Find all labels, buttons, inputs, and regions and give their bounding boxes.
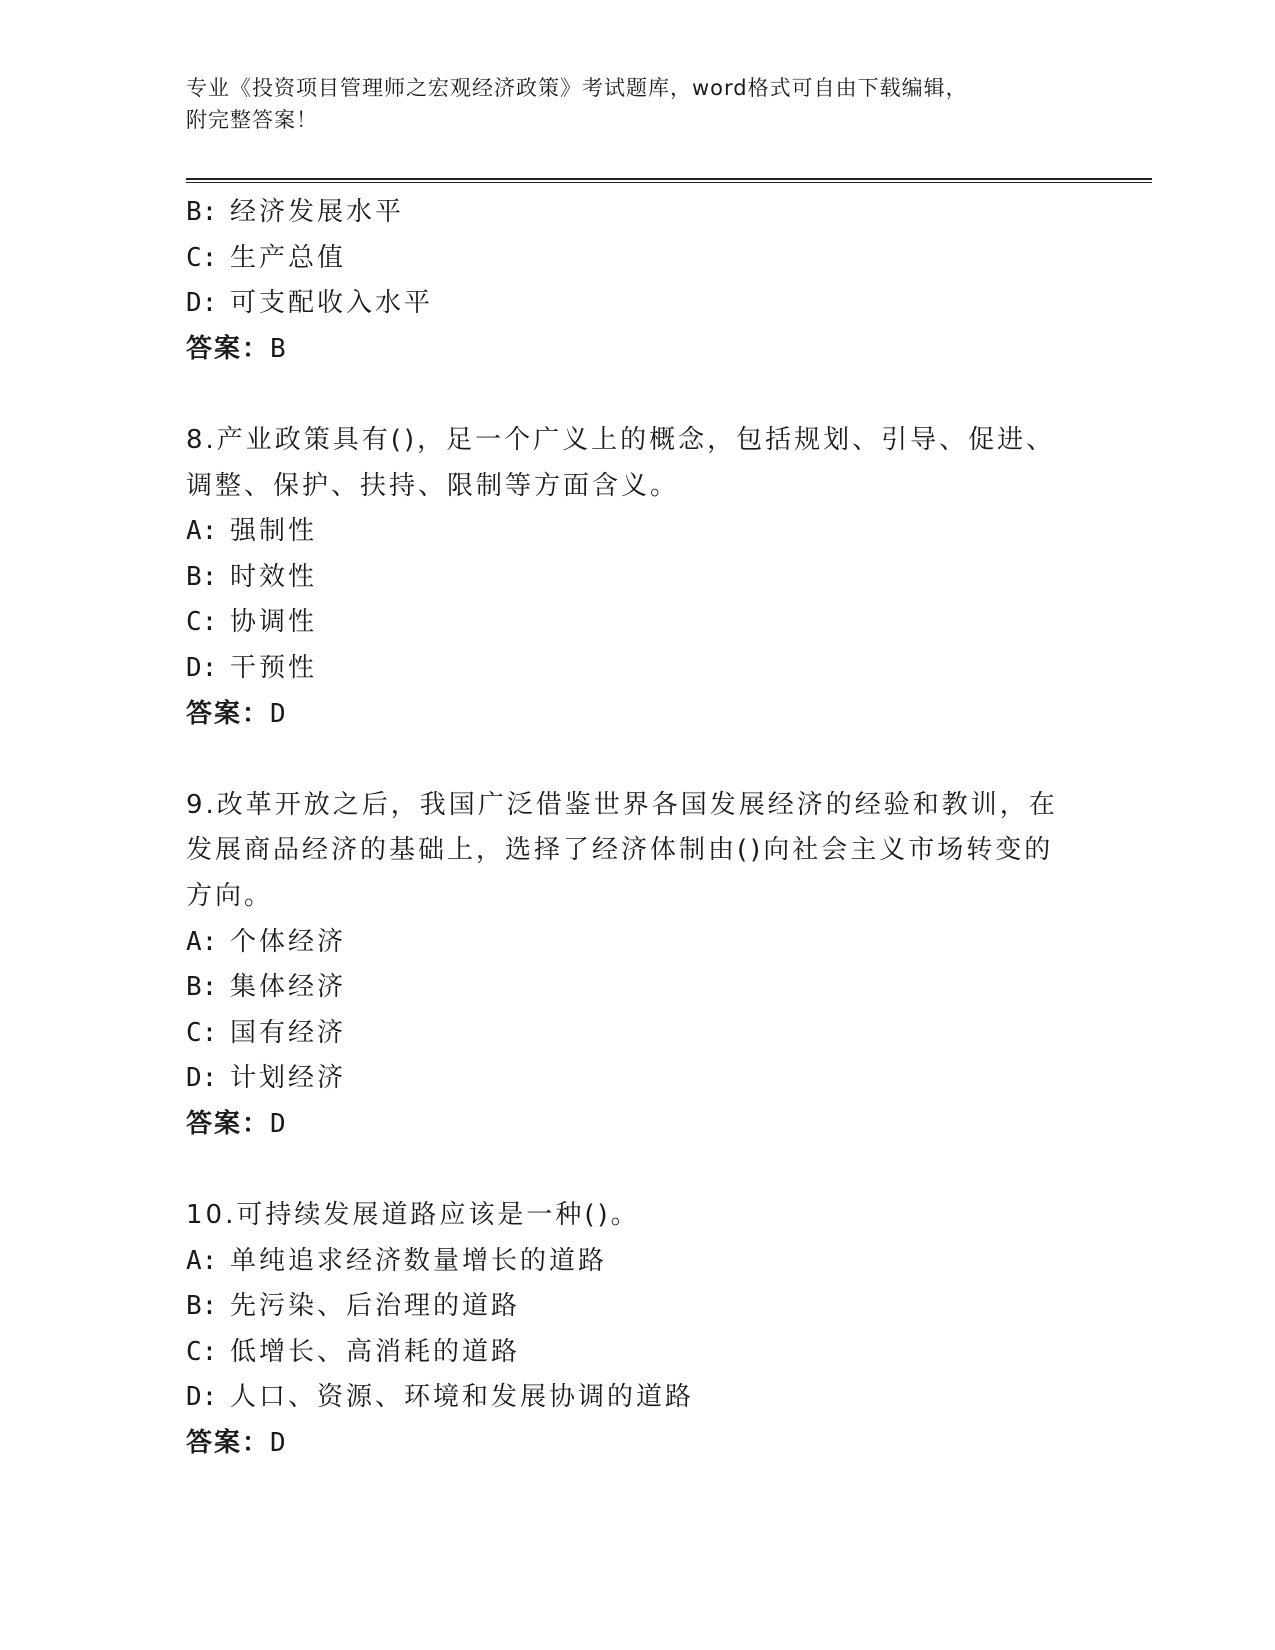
option-text: 生产总值 <box>230 242 347 273</box>
option-c <box>186 1011 1086 1057</box>
option-key: B: <box>186 197 218 227</box>
question-9 <box>186 783 1086 1148</box>
question-stem: 8.产业政策具有()，足一个广义上的概念，包括规划、引导、促进、 <box>186 424 1056 455</box>
spacer <box>186 737 1086 783</box>
option-key: D: <box>186 1063 218 1094</box>
option-c <box>186 600 1086 646</box>
option-text: 低增长、高消耗的道路 <box>230 1336 521 1367</box>
spacer <box>186 372 1086 418</box>
option-text: 集体经济 <box>230 972 347 1003</box>
question-stem: 9.改革开放之后，我国广泛借鉴世界各国发展经济的经验和教训，在 <box>186 789 1058 820</box>
option-text: 经济发展水平 <box>230 197 405 227</box>
option-text: 人口、资源、环境和发展协调的道路 <box>230 1382 695 1413</box>
question-7 <box>186 190 1086 372</box>
option-text: 个体经济 <box>230 926 347 957</box>
option-key: B: <box>186 561 218 592</box>
page-header <box>186 72 1086 136</box>
answer <box>186 327 1086 373</box>
option-key: A: <box>186 926 218 957</box>
option-key: D: <box>186 1382 218 1413</box>
question-stem: 方向。 <box>186 880 274 911</box>
option-key: C: <box>186 242 218 273</box>
answer-label: 答案： <box>186 698 271 729</box>
header-line-1: 专业《投资项目管理师之宏观经济政策》考试题库，word格式可自由下载编辑， <box>186 76 968 100</box>
option-c <box>186 236 1086 282</box>
option-d <box>186 281 1086 327</box>
option-text: 协调性 <box>230 607 318 638</box>
answer <box>186 692 1086 738</box>
option-a <box>186 920 1086 966</box>
option-text: 干预性 <box>230 652 318 683</box>
option-d <box>186 1056 1086 1102</box>
answer-label: 答案： <box>186 333 271 364</box>
answer-value: B <box>270 333 286 364</box>
question-stem: 发展商品经济的基础上，选择了经济体制由()向社会主义市场转变的 <box>186 835 1054 866</box>
option-b <box>186 1284 1086 1330</box>
option-b <box>186 190 1086 236</box>
option-key: A: <box>186 1245 218 1276</box>
question-8 <box>186 418 1086 737</box>
option-key: D: <box>186 288 218 319</box>
option-key: D: <box>186 652 218 683</box>
option-text: 单纯追求经济数量增长的道路 <box>230 1245 608 1276</box>
option-a <box>186 1239 1086 1285</box>
option-text: 强制性 <box>230 516 318 547</box>
option-key: C: <box>186 1017 218 1048</box>
option-text: 可支配收入水平 <box>230 288 434 319</box>
question-stem: 10.可持续发展道路应该是一种()。 <box>186 1200 640 1231</box>
header-rule-thick <box>186 178 1152 180</box>
spacer <box>186 1147 1086 1193</box>
option-text: 先污染、后治理的道路 <box>230 1291 521 1322</box>
option-text: 时效性 <box>230 561 318 592</box>
answer <box>186 1421 1086 1467</box>
answer-label: 答案： <box>186 1108 271 1139</box>
option-key: A: <box>186 516 218 547</box>
answer-value: D <box>270 698 286 729</box>
option-key: C: <box>186 607 218 638</box>
answer-value: D <box>270 1428 286 1459</box>
option-d <box>186 1375 1086 1421</box>
answer-label: 答案： <box>186 1428 271 1459</box>
option-key: B: <box>186 972 218 1003</box>
option-a <box>186 509 1086 555</box>
option-text: 国有经济 <box>230 1017 347 1048</box>
question-10 <box>186 1193 1086 1467</box>
option-b <box>186 555 1086 601</box>
question-stem: 调整、保护、扶持、限制等方面含义。 <box>186 470 680 501</box>
option-b <box>186 965 1086 1011</box>
answer-value: D <box>270 1108 286 1139</box>
option-c <box>186 1330 1086 1376</box>
answer <box>186 1102 1086 1148</box>
option-key: C: <box>186 1336 218 1367</box>
option-text: 计划经济 <box>230 1063 347 1094</box>
header-line-2: 附完整答案！ <box>186 108 318 132</box>
header-rule-thin <box>186 182 1152 183</box>
option-key: B: <box>186 1291 218 1322</box>
question-list <box>186 190 1086 1467</box>
option-d <box>186 646 1086 692</box>
